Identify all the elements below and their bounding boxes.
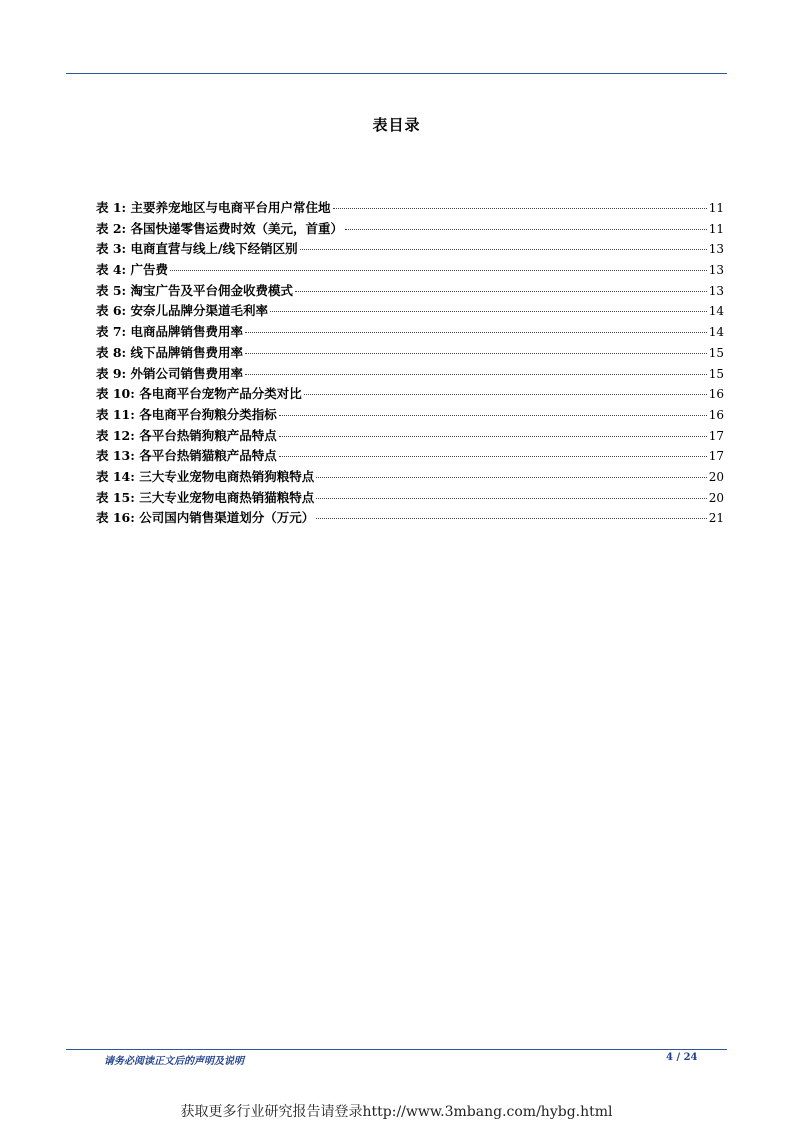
toc-dot-leader	[333, 208, 707, 209]
toc-entry-label: 表 8: 线下品牌销售费用率	[96, 344, 244, 360]
toc-dot-leader	[270, 311, 707, 312]
footer-rule	[66, 1049, 727, 1050]
toc-entry-page: 21	[708, 511, 724, 526]
toc-entry-label: 表 1: 主要养宠地区与电商平台用户常住地	[96, 200, 331, 215]
toc-dot-leader	[279, 415, 707, 416]
toc-entry[interactable]	[96, 446, 724, 467]
header-rule	[66, 73, 727, 74]
toc-entry-label: 表 12: 各平台热销狗粮产品特点	[96, 427, 277, 443]
toc-entry-page: 13	[708, 263, 724, 278]
toc-entry-label: 表 3: 电商直营与线上/线下经销区别	[96, 241, 298, 257]
toc-entry-label: 表 15: 三大专业宠物电商热销猫粮特点	[96, 489, 315, 505]
toc-dot-leader	[245, 353, 707, 354]
toc-dot-leader	[300, 249, 707, 250]
toc-entry-label: 表 16: 公司国内销售渠道划分（万元）	[96, 510, 315, 526]
toc-entry-label: 表 7: 电商品牌销售费用率	[96, 324, 244, 340]
toc-entry-label: 表 5: 淘宝广告及平台佣金收费模式	[96, 282, 294, 298]
toc-entry[interactable]	[96, 322, 724, 343]
toc-dot-leader	[316, 477, 707, 478]
toc-entry-label: 表 4: 广告费	[96, 262, 169, 278]
toc-entry-page: 11	[708, 221, 724, 236]
toc-entry[interactable]	[96, 384, 724, 405]
toc-entry-label: 表 2: 各国快递零售运费时效（美元，首重）	[96, 220, 344, 236]
toc-dot-leader	[316, 498, 707, 499]
toc-entry[interactable]	[96, 343, 724, 364]
watermark-link[interactable]: 获取更多行业研究报告请登录http://www.3mbang.com/hybg.html	[180, 1104, 613, 1120]
toc-entry-label: 表 9: 外销公司销售费用率	[96, 365, 244, 381]
toc-dot-leader	[345, 229, 707, 230]
toc-entry-page: 11	[708, 201, 724, 215]
toc-dot-leader	[279, 456, 707, 457]
toc-entry-page: 16	[708, 407, 724, 422]
toc-entry-label: 表 14: 三大专业宠物电商热销狗粮特点	[96, 468, 315, 484]
toc-entry[interactable]	[96, 239, 724, 260]
footer-disclaimer: 请务必阅读正文后的声明及说明	[104, 1056, 244, 1067]
toc-entry[interactable]	[96, 364, 724, 385]
toc-entry[interactable]	[96, 301, 724, 322]
toc-dot-leader	[279, 436, 707, 437]
toc-entry[interactable]	[96, 281, 724, 302]
toc-entry[interactable]	[96, 426, 724, 447]
footer-page-number: 4 / 24	[666, 1052, 698, 1063]
toc-entry[interactable]	[96, 405, 724, 426]
toc-entry-page: 17	[708, 449, 724, 464]
toc-dot-leader	[245, 374, 707, 375]
toc-entry-page: 15	[708, 345, 724, 360]
toc-entry[interactable]	[96, 467, 724, 488]
toc-dot-leader	[295, 291, 707, 292]
toc-dot-leader	[316, 518, 707, 519]
toc-entry-page: 20	[708, 490, 724, 505]
toc-entry-label: 表 6: 安奈儿品牌分渠道毛利率	[96, 303, 269, 319]
toc-entry-label: 表 10: 各电商平台宠物产品分类对比	[96, 386, 302, 402]
table-of-contents	[96, 198, 724, 529]
toc-entry-label: 表 13: 各平台热销猫粮产品特点	[96, 448, 277, 464]
toc-entry[interactable]	[96, 488, 724, 509]
toc-entry[interactable]	[96, 260, 724, 281]
toc-entry-page: 20	[708, 469, 724, 484]
toc-entry-page: 16	[708, 387, 724, 402]
toc-entry-page: 13	[708, 242, 724, 257]
toc-dot-leader	[304, 394, 707, 395]
page-title: 表目录	[372, 116, 421, 134]
toc-entry-label: 表 11: 各电商平台狗粮分类指标	[96, 406, 277, 422]
toc-entry-page: 17	[708, 428, 724, 443]
toc-dot-leader	[245, 332, 707, 333]
toc-entry[interactable]	[96, 198, 724, 219]
toc-entry-page: 14	[708, 304, 724, 319]
toc-entry[interactable]	[96, 508, 724, 529]
toc-entry-page: 13	[708, 283, 724, 298]
toc-entry-page: 14	[708, 325, 724, 340]
toc-entry-page: 15	[708, 366, 724, 381]
toc-dot-leader	[170, 270, 707, 271]
toc-entry[interactable]	[96, 219, 724, 240]
